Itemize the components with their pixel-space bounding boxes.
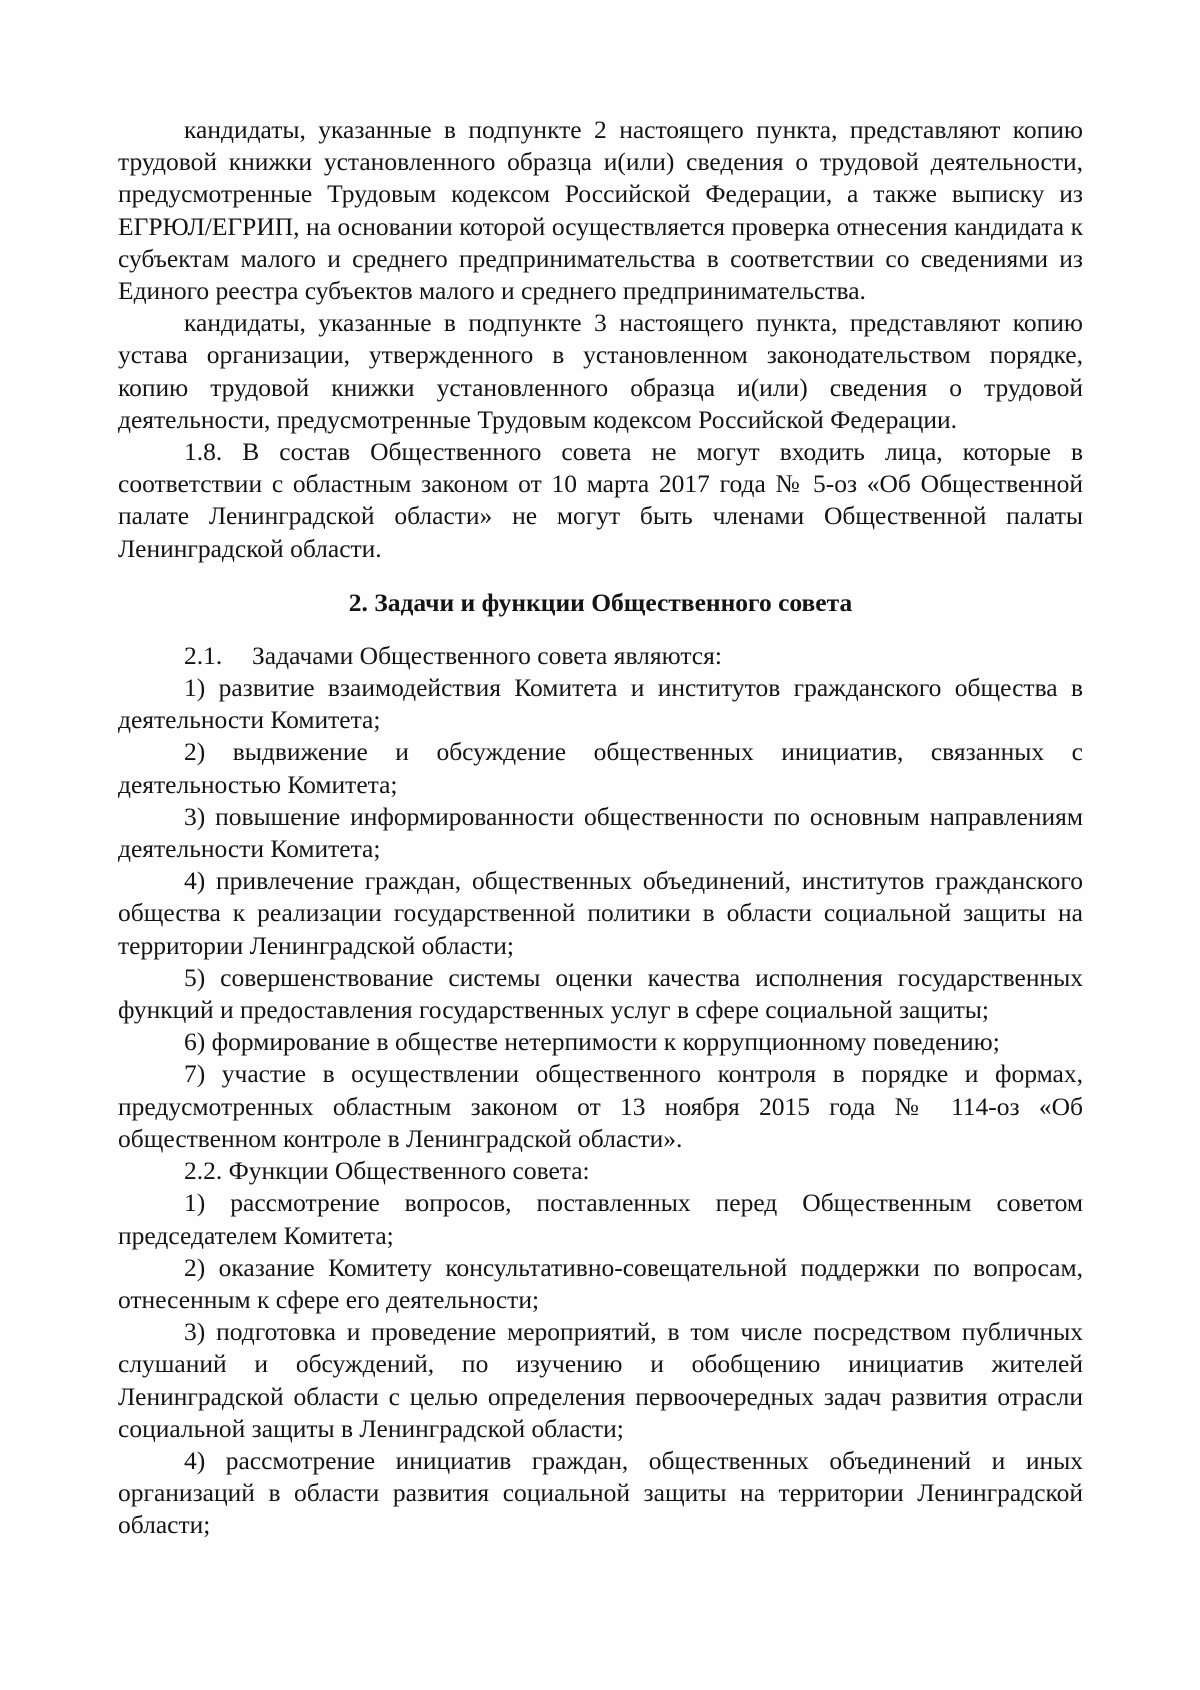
document-body xyxy=(118,114,1083,1542)
paragraph-2-2: 2.2. Функции Общественного совета: xyxy=(184,1156,590,1186)
paragraph-2-1 xyxy=(118,640,1083,672)
paragraph-candidates-subpoint-3: кандидаты, указанные в подпункте 3 настоящего пункта, представляют копию устава организации, утвержденного в установленном законодательством порядке, копию трудовой книжки установленного образца и(или) сведения о трудовой деятельности, предусмотренные Трудовым кодексом Российской Федерации. xyxy=(118,308,1083,434)
function-item-1: 1) рассмотрение вопросов, поставленных перед Общественным советом председателем Комитета; xyxy=(118,1188,1083,1250)
paragraph-2-1-number: 2.1. xyxy=(184,640,223,670)
paragraph-2-1-text: Задачами Общественного совета являются: xyxy=(252,640,722,670)
task-item-3: 3) повышение информированности общественности по основным направлениям деятельности Комитета; xyxy=(118,801,1083,864)
task-item-6: 6) формирование в обществе нетерпимости к коррупционному поведению; xyxy=(184,1027,1000,1057)
paragraph-1-8: 1.8. В состав Общественного совета не могут входить лица, которые в соответствии с областным законом от 10 марта 2017 года № 5-оз «Об Общественной палате Ленинградской области» не могут быть членами Общественной палаты Ленинградской области. xyxy=(118,437,1083,563)
task-item-2: 2) выдвижение и обсуждение общественных инициатив, связанных с деятельностью Комитета; xyxy=(118,737,1083,799)
function-item-3: 3) подготовка и проведение мероприятий, в том числе посредством публичных слушаний и обсуждений, по изучению и обобщению инициатив жителей Ленинградской области с целью определения первоочередных задач развития отрасли социальной защиты в Ленинградской области; xyxy=(118,1317,1083,1443)
section-heading: 2. Задачи и функции Общественного совета xyxy=(348,587,853,617)
function-item-2: 2) оказание Комитету консультативно-совещательной поддержки по вопросам, отнесенным к сфере его деятельности; xyxy=(118,1252,1083,1314)
task-item-1: 1) развитие взаимодействия Комитета и институтов гражданского общества в деятельности Комитета; xyxy=(118,673,1083,735)
function-item-4: 4) рассмотрение инициатив граждан, общественных объединений и иных организаций в области развития социальной защиты на территории Ленинградской области; xyxy=(118,1445,1083,1540)
task-item-4: 4) привлечение граждан, общественных объединений, институтов гражданского общества к реализации государственной политики в области социальной защиты на территории Ленинградской области; xyxy=(118,866,1083,960)
task-item-7: 7) участие в осуществлении общественного контроля в порядке и формах, предусмотренных областным законом от 13 ноября 2015 года № 114-оз «Об общественном контроле в Ленинградской области». xyxy=(118,1059,1083,1153)
paragraph-candidates-subpoint-2: кандидаты, указанные в подпункте 2 настоящего пункта, представляют копию трудовой книжки установленного образца и(или) сведения о трудовой деятельности, предусмотренные Трудовым кодексом Российской Федерации, а также выписку из ЕГРЮЛ/ЕГРИП, на основании которой осуществляется проверка отнесения кандидата к субъектам малого и среднего предпринимательства в соответствии со сведениями из Единого реестра субъектов малого и среднего предпринимательства. xyxy=(118,115,1083,306)
task-item-5: 5) совершенствование системы оценки качества исполнения государственных функций и предоставления государственных услуг в сфере социальной защиты; xyxy=(118,962,1083,1025)
